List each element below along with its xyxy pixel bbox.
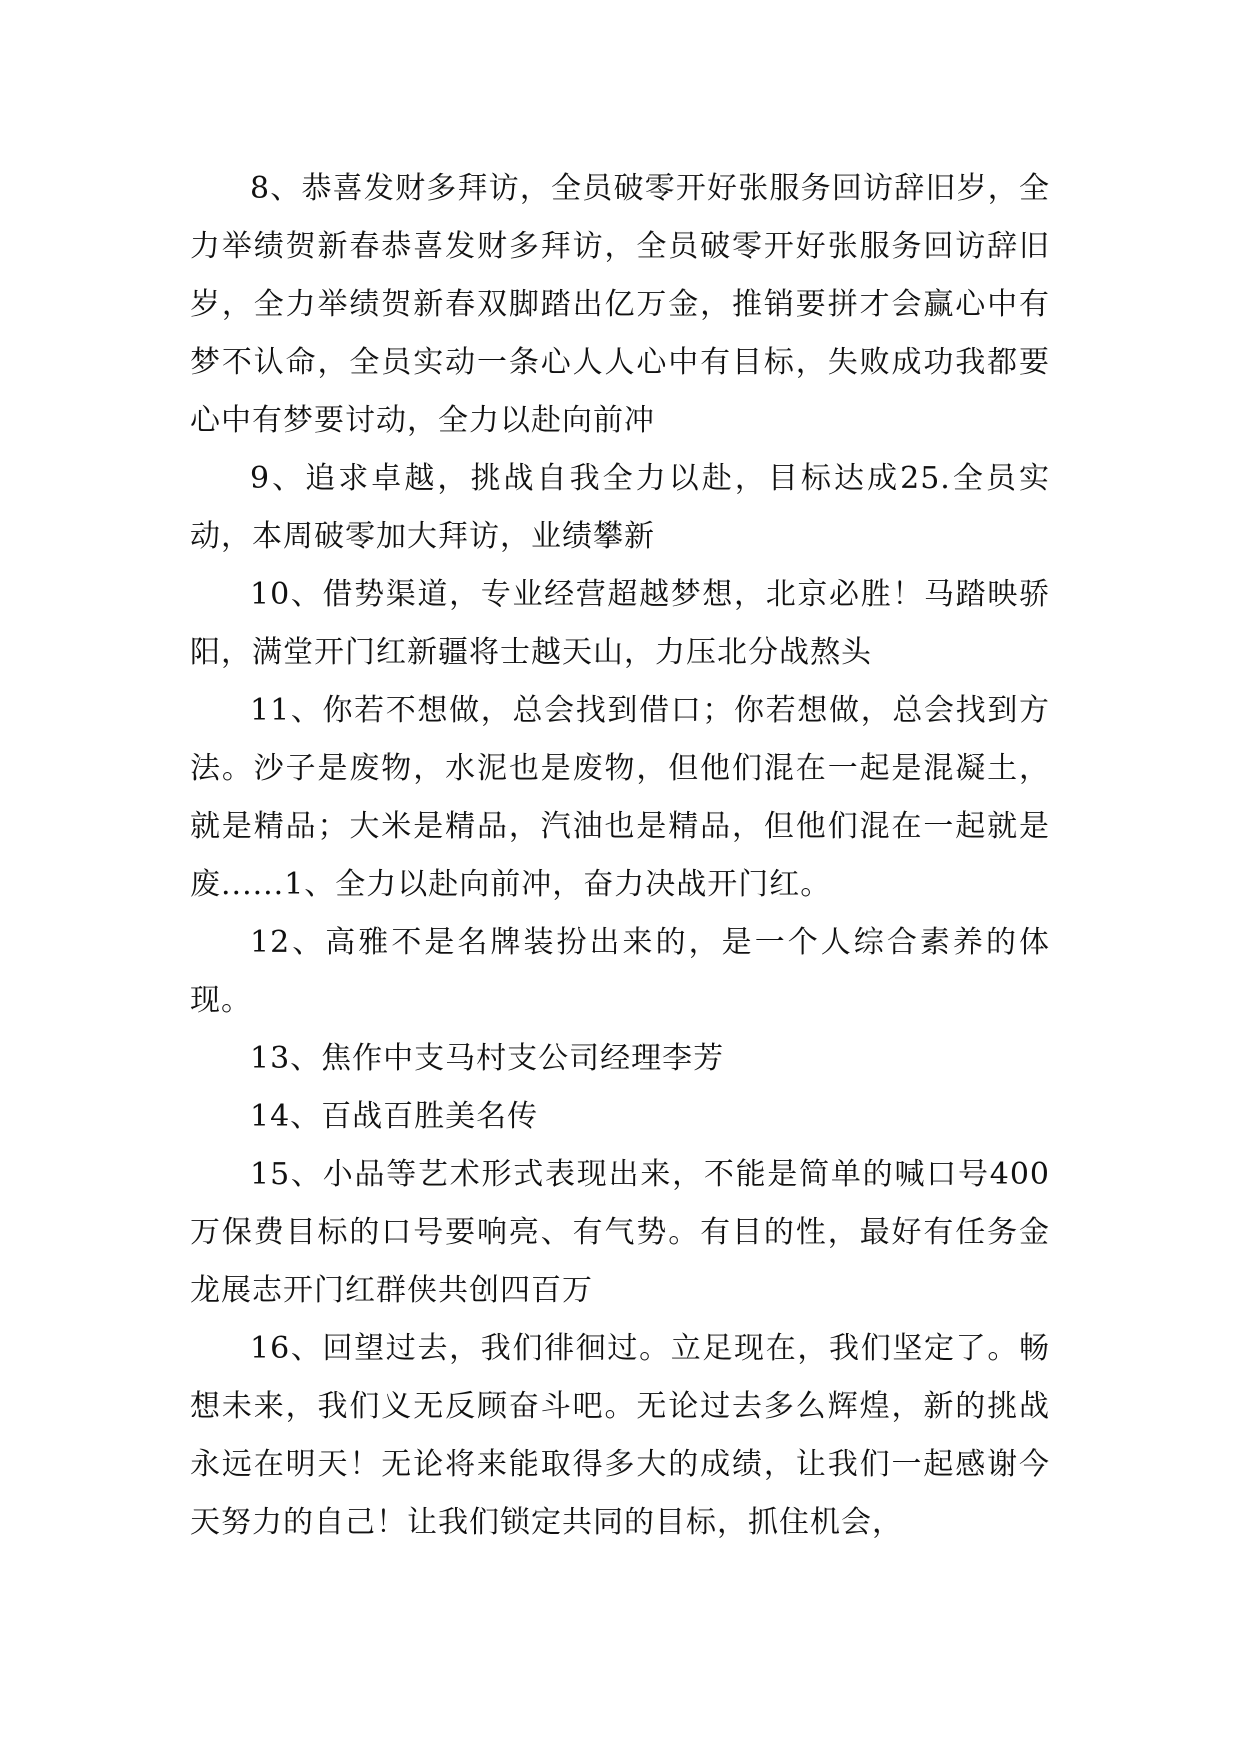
paragraph-14: 14、百战百胜美名传 <box>250 1099 539 1134</box>
paragraph-10: 10、借势渠道，专业经营超越梦想，北京必胜！马踏映骄阳，满堂开门红新疆将士越天山，力压北分战熬头 <box>190 577 1050 670</box>
paragraph-16: 16、回望过去，我们徘徊过。立足现在，我们坚定了。畅想未来，我们义无反顾奋斗吧。无论过去多么辉煌，新的挑战永远在明天！无论将来能取得多大的成绩，让我们一起感谢今天努力的自己！让我们锁定共同的目标，抓住机会， <box>190 1331 1050 1540</box>
paragraph-8: 8、恭喜发财多拜访，全员破零开好张服务回访辞旧岁，全力举绩贺新春恭喜发财多拜访，全员破零开好张服务回访辞旧岁，全力举绩贺新春双脚踏出亿万金，推销要拼才会赢心中有梦不认命，全员实动一条心人人心中有目标，失败成功我都要心中有梦要讨动，全力以赴向前冲 <box>190 171 1050 438</box>
paragraph-12: 12、高雅不是名牌装扮出来的，是一个人综合素养的体现。 <box>190 925 1050 1018</box>
paragraph-11: 11、你若不想做，总会找到借口；你若想做，总会找到方法。沙子是废物，水泥也是废物，但他们混在一起是混凝土，就是精品；大米是精品，汽油也是精品，但他们混在一起就是废......1、全力以赴向前冲，奋力决战开门红。 <box>190 693 1050 902</box>
paragraph-9: 9、追求卓越，挑战自我全力以赴，目标达成25.全员实动，本周破零加大拜访，业绩攀新 <box>190 461 1050 554</box>
paragraph-15: 15、小品等艺术形式表现出来，不能是简单的喊口号400万保费目标的口号要响亮、有气势。有目的性，最好有任务金龙展志开门红群侠共创四百万 <box>190 1157 1050 1308</box>
document-body <box>190 160 1050 1552</box>
paragraph-13: 13、焦作中支马村支公司经理李芳 <box>250 1041 725 1076</box>
